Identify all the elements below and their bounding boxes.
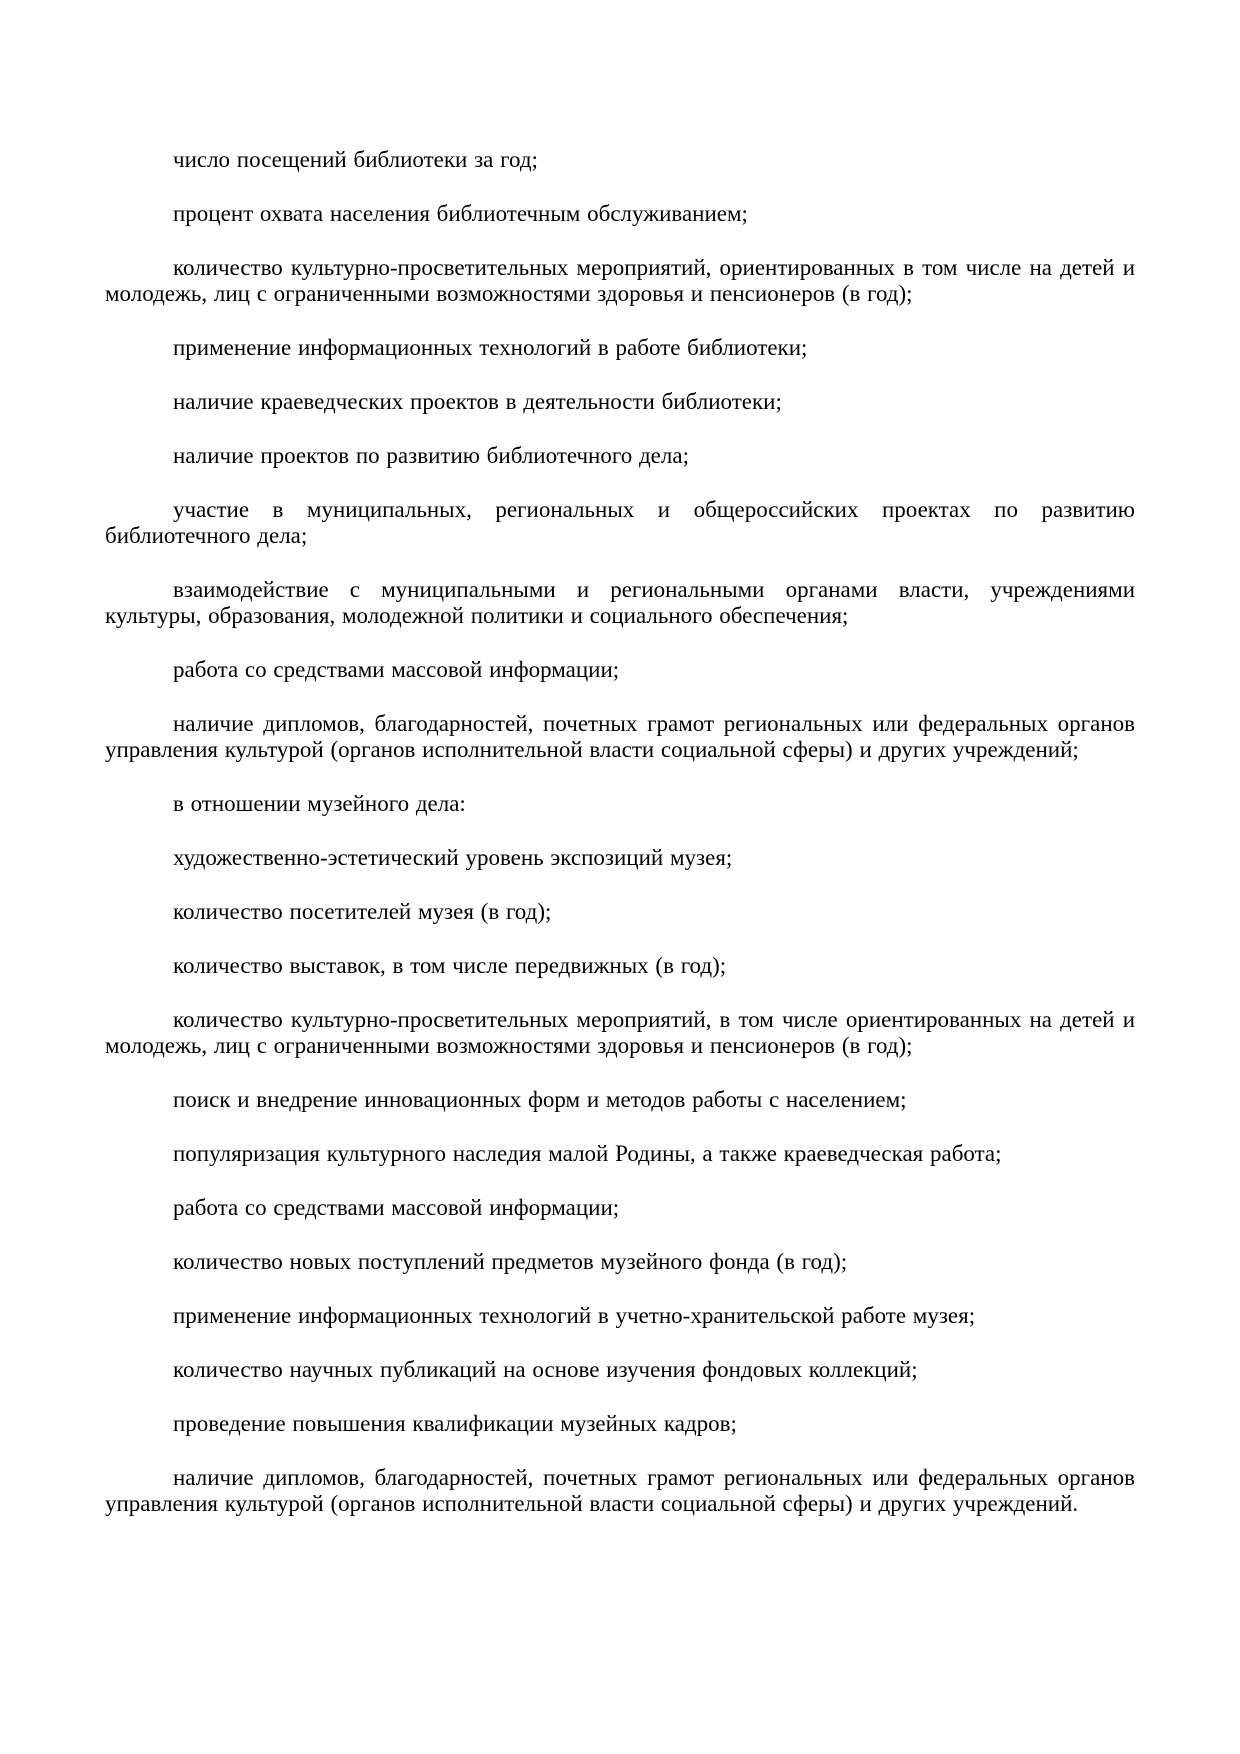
document-text-block: [105, 147, 1135, 1517]
paragraph: число посещений библиотеки за год;: [173, 147, 538, 172]
paragraph: количество посетителей музея (в год);: [173, 899, 552, 924]
paragraph: участие в муниципальных, региональных и общероссийских проектах по развитию библиотечного дела;: [105, 497, 1135, 548]
paragraph: в отношении музейного дела:: [173, 791, 466, 816]
paragraph: количество культурно-просветительных мероприятий, ориентированных в том числе на детей и молодежь, лиц с ограниченными возможностями здоровья и пенсионеров (в год);: [105, 255, 1135, 306]
paragraph: применение информационных технологий в работе библиотеки;: [173, 335, 808, 360]
paragraph: наличие краеведческих проектов в деятельности библиотеки;: [173, 389, 782, 414]
paragraph: применение информационных технологий в учетно-хранительской работе музея;: [173, 1303, 976, 1328]
paragraph: работа со средствами массовой информации;: [173, 1195, 620, 1220]
paragraph: наличие дипломов, благодарностей, почетных грамот региональных или федеральных органов управления культурой (органов исполнительной власти социальной сферы) и других учреждений;: [105, 711, 1135, 762]
paragraph: количество новых поступлений предметов музейного фонда (в год);: [173, 1249, 848, 1274]
paragraph: проведение повышения квалификации музейных кадров;: [173, 1411, 737, 1436]
paragraph: количество культурно-просветительных мероприятий, в том числе ориентированных на детей и молодежь, лиц с ограниченными возможностями здоровья и пенсионеров (в год);: [105, 1007, 1135, 1058]
paragraph: поиск и внедрение инновационных форм и методов работы с населением;: [173, 1087, 907, 1112]
paragraph: количество научных публикаций на основе изучения фондовых коллекций;: [173, 1357, 918, 1382]
paragraph: наличие дипломов, благодарностей, почетных грамот региональных или федеральных органов управления культурой (органов исполнительной власти социальной сферы) и других учреждений.: [105, 1465, 1135, 1516]
paragraph: художественно-эстетический уровень экспозиций музея;: [173, 845, 733, 870]
paragraph: взаимодействие с муниципальными и региональными органами власти, учреждениями культуры, образования, молодежной политики и социального обеспечения;: [105, 577, 1135, 628]
paragraph: процент охвата населения библиотечным обслуживанием;: [173, 201, 748, 226]
paragraph: работа со средствами массовой информации;: [173, 657, 620, 682]
paragraph: популяризация культурного наследия малой Родины, а также краеведческая работа;: [173, 1141, 1002, 1166]
paragraph: наличие проектов по развитию библиотечного дела;: [173, 443, 689, 468]
paragraph: количество выставок, в том числе передвижных (в год);: [173, 953, 727, 978]
